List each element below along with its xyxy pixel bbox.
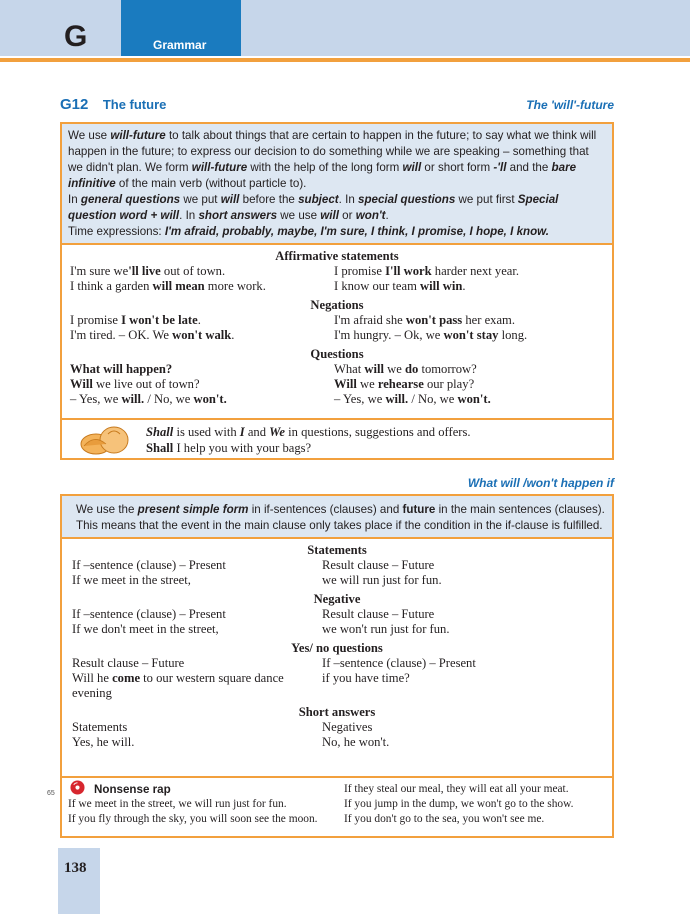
example-row: If –sentence (clause) – Present Result clause – Future (72, 607, 435, 621)
negations-header: Negations (310, 298, 364, 312)
will-future-box (60, 122, 614, 460)
section-subtitle: The 'will'-future (526, 98, 614, 112)
short-answers-header: Short answers (298, 705, 376, 719)
affirmative-header: Affirmative statements (275, 249, 399, 263)
example-row: I promise I won't be late. I'm afraid she won't pass her exam. (70, 313, 516, 327)
shall-note: Shall is used with I and We in questions, suggestions and offers. Shall I help you with your bags? (62, 418, 612, 458)
conditional-box (60, 494, 614, 838)
rap-line: If they steal our meal, they will eat all your meat. (344, 783, 569, 795)
yes-no-header: Yes/ no questions (291, 641, 383, 655)
will-future-intro: We use will-future to talk about things that are certain to happen in the future; to say what we think will happen in the future; to express our decision to do something while we are speaking – something that we didn't plan. We form will-future with the help of the long form will or short form -'ll and the bare infinitive of the main verb (without particle to). In general questions we put will before the subject. In special questions we put first Special question word + will. In short answers we use will or won't. Time expressions: I'm afraid, probably, maybe, I'm sure, I think, I promise, I hope, I know. (62, 124, 612, 245)
section-title: The future (102, 97, 167, 112)
peach-icon (76, 424, 136, 456)
example-row: – Yes, we will. / No, we won't. – Yes, we will. / No, we won't. (70, 392, 491, 406)
rap-line: If you don't go to the sea, you won't see me. (344, 813, 545, 825)
example-row: I'm sure we'll live out of town. I promise I'll work harder next year. (70, 264, 520, 278)
example-row: What will happen? What will we do tomorrow? (70, 362, 477, 376)
example-row: I'm tired. – OK. We won't walk. I'm hungry. – Ok, we won't stay long. (70, 328, 528, 342)
audio-cd-icon[interactable] (70, 780, 85, 795)
rap-line: If we meet in the street, we will run just for fun. (68, 798, 287, 810)
example-row: If –sentence (clause) – Present Result clause – Future (72, 558, 435, 572)
page-number: 138 (64, 860, 87, 876)
example-row: Will he come to our western square dance if you have time? (72, 671, 410, 685)
section-subtitle-conditional: What will /won't happen if (467, 476, 614, 490)
example-row: If we don't meet in the street, we won't run just for fun. (72, 622, 450, 636)
section-heading (60, 96, 614, 116)
example-row: evening (72, 686, 112, 700)
example-row: If we meet in the street, we will run just for fun. (72, 573, 442, 587)
rap-line: If you fly through the sky, you will soon see the moon. (68, 813, 318, 825)
example-row: I think a garden will mean more work. I know our team will win. (70, 279, 466, 293)
section-tab: Grammar (121, 0, 241, 56)
negative-header: Negative (313, 592, 361, 606)
example-row: Yes, he will. No, he won't. (72, 735, 390, 749)
rap-title: Nonsense rap (94, 783, 171, 796)
chapter-letter: G (58, 0, 120, 56)
questions-header: Questions (310, 347, 364, 361)
conditional-intro: We use the present simple form in if-sentences (clauses) and future in the main sentences (clauses). This means that the event in the main clause only takes place if the condition in the if-clause is fulfilled. (62, 496, 612, 539)
statements-header: Statements (307, 543, 367, 557)
example-row: Statements Negatives (72, 720, 373, 734)
rap-line: If you jump in the dump, we won't go to the show. (344, 798, 574, 810)
header-rule (0, 58, 690, 62)
nonsense-rap (62, 776, 612, 836)
section-number: G12 (60, 96, 89, 113)
example-row: Result clause – Future If –sentence (clause) – Present (72, 656, 476, 670)
page-number-strip (58, 848, 100, 914)
track-number: 65 (47, 790, 55, 797)
example-row: Will we live out of town? Will we rehearse our play? (70, 377, 475, 391)
